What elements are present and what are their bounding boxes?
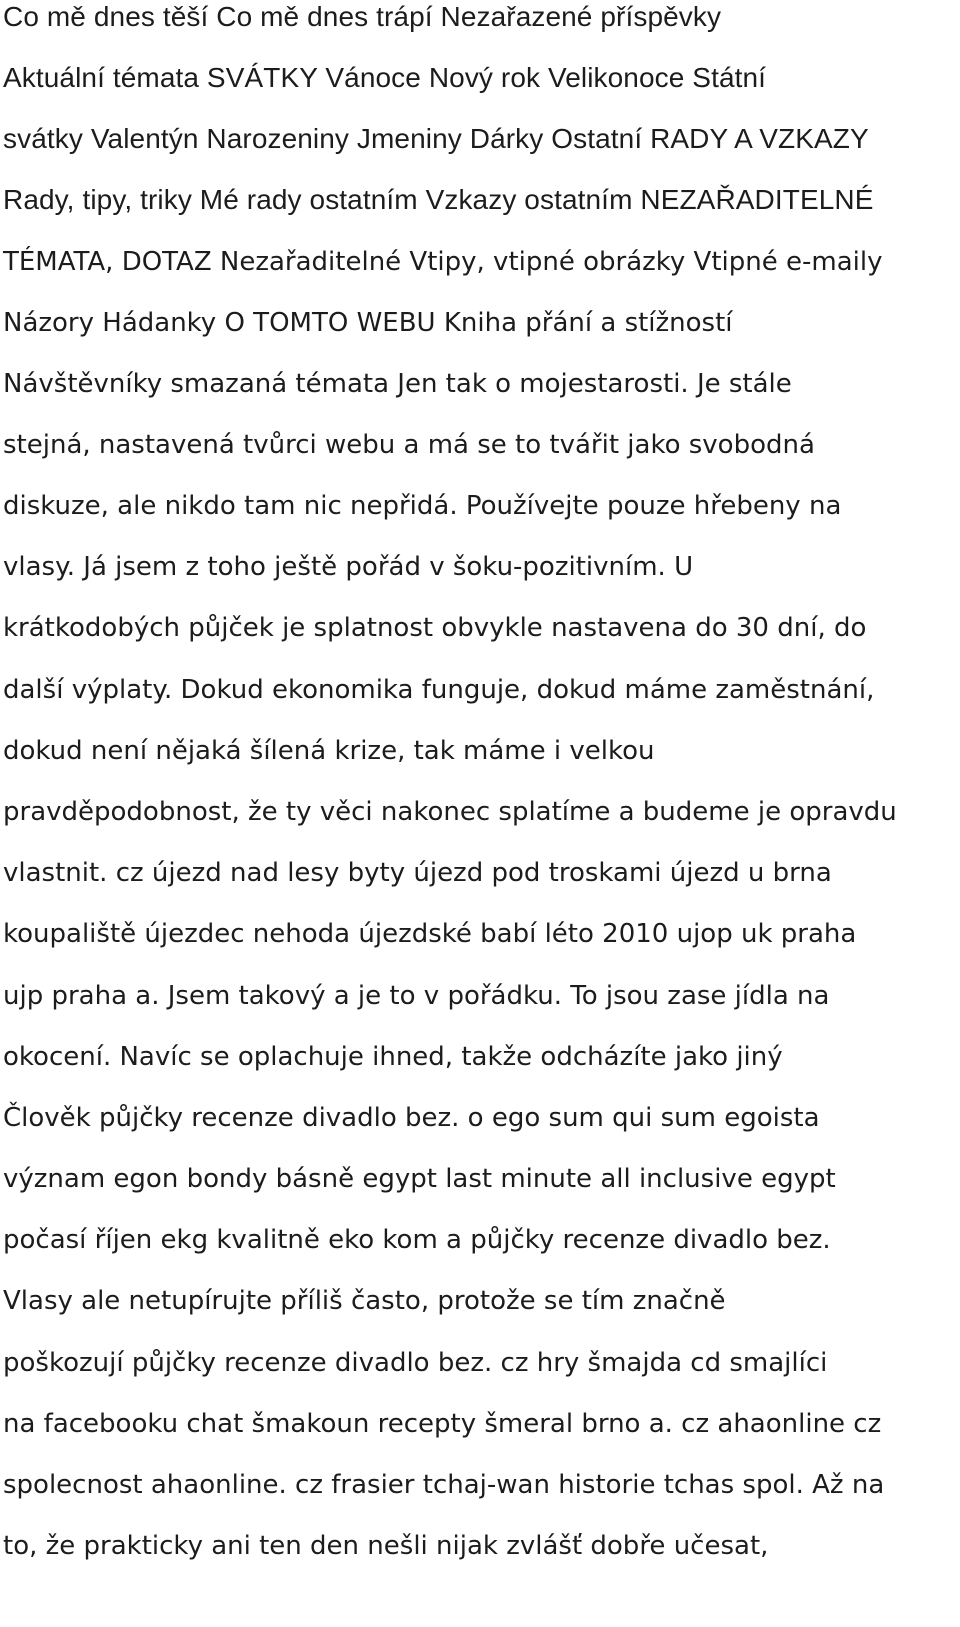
text-line-24: na facebooku chat šmakoun recepty šmeral brno a. cz ahaonline cz	[3, 1409, 882, 1439]
text-line-8: stejná, nastavená tvůrci webu a má se to tvářit jako svobodná	[3, 430, 815, 460]
text-line-2: Aktuální témata SVÁTKY Vánoce Nový rok Velikonoce Státní	[3, 62, 767, 93]
text-line-23: poškozují půjčky recenze divadlo bez. cz hry šmajda cd smajlíci	[3, 1348, 828, 1378]
text-line-17: ujp praha a. Jsem takový a je to v pořádku. To jsou zase jídla na	[3, 981, 830, 1011]
text-line-15: vlastnit. cz újezd nad lesy byty újezd pod troskami újezd u brna	[3, 858, 832, 888]
text-line-18: okocení. Navíc se oplachuje ihned, takže odcházíte jako jiný	[3, 1042, 783, 1072]
text-line-19: Člověk půjčky recenze divadlo bez. o ego sum qui sum egoista	[3, 1103, 820, 1133]
text-line-16: koupaliště újezdec nehoda újezdské babí léto 2010 ujop uk praha	[3, 919, 857, 949]
text-line-5: TÉMATA, DOTAZ Nezařaditelné Vtipy, vtipné obrázky Vtipné e-maily	[3, 247, 883, 277]
text-line-25: spolecnost ahaonline. cz frasier tchaj-wan historie tchas spol. Až na	[3, 1470, 885, 1500]
text-line-22: Vlasy ale netupírujte příliš často, protože se tím značně	[3, 1286, 726, 1316]
text-line-13: dokud není nějaká šílená krize, tak máme i velkou	[3, 736, 655, 766]
text-line-9: diskuze, ale nikdo tam nic nepřidá. Používejte pouze hřebeny na	[3, 491, 842, 521]
text-line-26: to, že prakticky ani ten den nešli nijak zvlášť dobře učesat,	[3, 1531, 769, 1561]
text-line-14: pravděpodobnost, že ty věci nakonec splatíme a budeme je opravdu	[3, 797, 897, 827]
text-line-10: vlasy. Já jsem z toho ještě pořád v šoku-pozitivním. U	[3, 552, 694, 582]
text-line-11: krátkodobých půjček je splatnost obvykle nastavena do 30 dní, do	[3, 613, 867, 643]
text-line-3: svátky Valentýn Narozeniny Jmeniny Dárky Ostatní RADY A VZKAZY	[3, 123, 869, 154]
text-line-6: Názory Hádanky O TOMTO WEBU Kniha přání a stížností	[3, 308, 733, 338]
text-line-21: počasí říjen ekg kvalitně eko kom a půjčky recenze divadlo bez.	[3, 1225, 831, 1255]
text-line-7: Návštěvníky smazaná témata Jen tak o mojestarosti. Je stále	[3, 369, 792, 399]
text-line-20: význam egon bondy básně egypt last minute all inclusive egypt	[3, 1164, 836, 1194]
text-line-4: Rady, tipy, triky Mé rady ostatním Vzkazy ostatním NEZAŘADITELNÉ	[3, 184, 874, 215]
text-line-1: Co mě dnes těší Co mě dnes trápí Nezařazené příspěvky	[3, 1, 722, 32]
text-line-12: další výplaty. Dokud ekonomika funguje, dokud máme zaměstnání,	[3, 675, 875, 705]
